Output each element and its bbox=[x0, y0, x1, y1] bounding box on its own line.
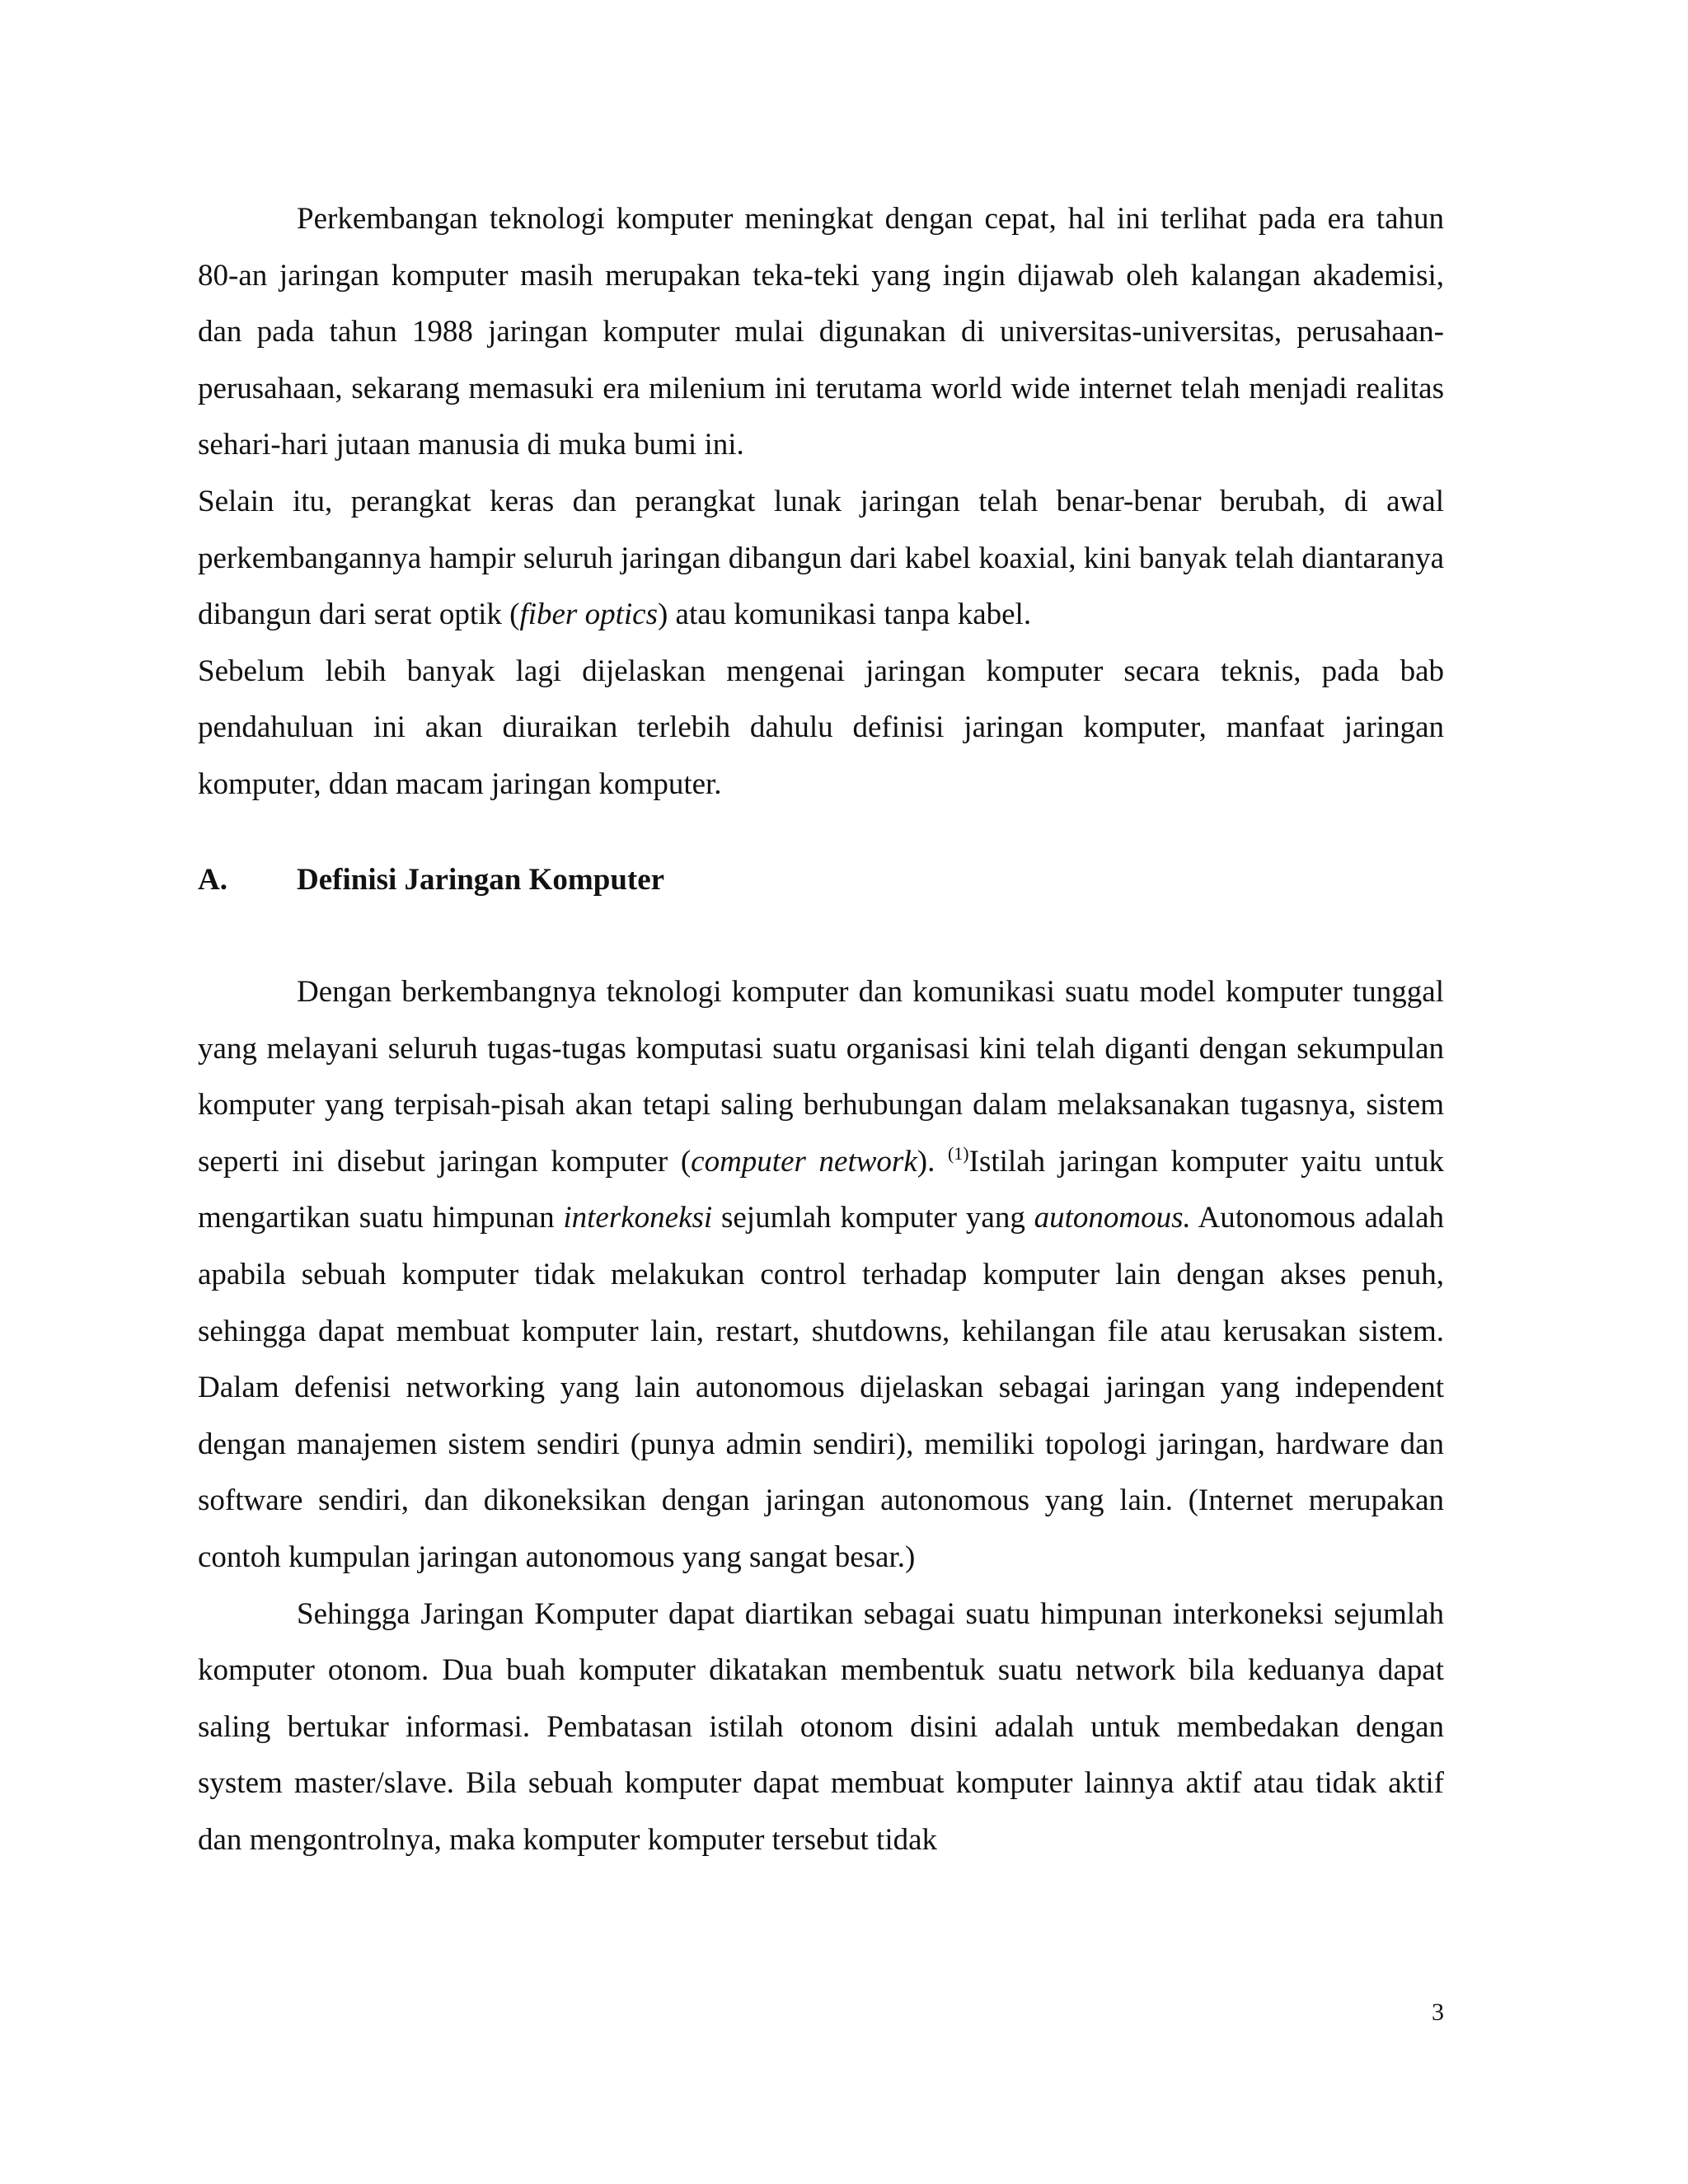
section-a-paragraph-1-emphasis-2: interkoneksi bbox=[563, 1201, 713, 1235]
section-a-paragraph-1-text-a: Dengan berkembangnya teknologi komputer dan komunikasi suatu model komputer tunggal yang melayani seluruh tugas-tugas komputasi suatu organisasi kini telah diganti dengan sekumpulan komputer yang terpisah-pisah akan tetapi saling berhubungan dalam melaksanakan tugasnya, sistem seperti ini disebut jaringan komputer ( bbox=[198, 975, 1444, 1179]
page-number: 3 bbox=[1432, 1999, 1444, 2026]
intro-paragraph-2-text-b: ) atau komunikasi tanpa kabel. bbox=[657, 598, 1032, 632]
section-a-paragraph-1-text-c: Istilah jaringan komputer yaitu untuk mengartikan suatu himpunan bbox=[198, 1144, 1444, 1235]
section-title: Definisi Jaringan Komputer bbox=[297, 863, 665, 897]
intro-paragraph-2-emphasis: fiber optics bbox=[519, 598, 658, 632]
section-a-paragraph-1 bbox=[198, 964, 1444, 1586]
section-a-paragraph-1-text-b: ). bbox=[917, 1144, 935, 1179]
intro-paragraph-3: Sebelum lebih banyak lagi dijelaskan mengenai jaringan komputer secara teknis, pada bab pendahuluan ini akan diuraikan terlebih dahulu definisi jaringan komputer, manfaat jaringan komputer, ddan macam jaringan komputer. bbox=[198, 654, 1444, 801]
intro-paragraph-1: Perkembangan teknologi komputer meningkat dengan cepat, hal ini terlihat pada era tahun 80-an jaringan komputer masih merupakan teka-teki yang ingin dijawab oleh kalangan akademisi, dan pada tahun 1988 jaringan komputer mulai digunakan di universitas-universitas, perusahaan-perusahaan, sekarang memasuki era milenium ini terutama world wide internet telah menjadi realitas sehari-hari jutaan manusia di muka bumi ini. bbox=[198, 202, 1444, 462]
footnote-marker: (1) bbox=[947, 1142, 969, 1164]
section-a-paragraph-1-emphasis-1: computer network bbox=[691, 1144, 917, 1179]
section-a-paragraph-1-text-d: sejumlah komputer yang bbox=[712, 1201, 1034, 1235]
intro-paragraph-2-text-a: Selain itu, perangkat keras dan perangkat lunak jaringan telah benar-benar berubah, di awal perkembangannya hampir seluruh jaringan dibangun dari kabel koaxial, kini banyak telah diantaranya dibangun dari serat optik ( bbox=[198, 484, 1444, 632]
section-number: A. bbox=[198, 863, 227, 897]
section-a-paragraph-1-text-e: Autonomous adalah apabila sebuah komputer tidak melakukan control terhadap komputer lain dengan akses penuh, sehingga dapat membuat komputer lain, restart, shutdowns, kehilangan file atau kerusakan sistem. Dalam defenisi networking yang lain autonomous dijelaskan sebagai jaringan yang independent dengan manajemen sistem sendiri (punya admin sendiri), memiliki topologi jaringan, hardware dan software sendiri, dan dikoneksikan dengan jaringan autonomous yang lain. (Internet merupakan contoh kumpulan jaringan autonomous yang sangat besar.) bbox=[198, 1201, 1445, 1574]
section-heading bbox=[198, 852, 1444, 909]
section-a-paragraph-1-emphasis-3: autonomous. bbox=[1034, 1201, 1191, 1235]
intro-section bbox=[198, 191, 1444, 813]
section-a-body bbox=[198, 964, 1444, 1869]
section-a-paragraph-2: Sehingga Jaringan Komputer dapat diartikan sebagai suatu himpunan interkoneksi sejumlah komputer otonom. Dua buah komputer dikatakan membentuk suatu network bila keduanya dapat saling bertukar informasi. Pembatasan istilah otonom disini adalah untuk membedakan dengan system master/slave. Bila sebuah komputer dapat membuat komputer lainnya aktif atau tidak aktif dan mengontrolnya, maka komputer komputer tersebut tidak bbox=[198, 1596, 1444, 1857]
intro-paragraph-2 bbox=[198, 474, 1444, 644]
